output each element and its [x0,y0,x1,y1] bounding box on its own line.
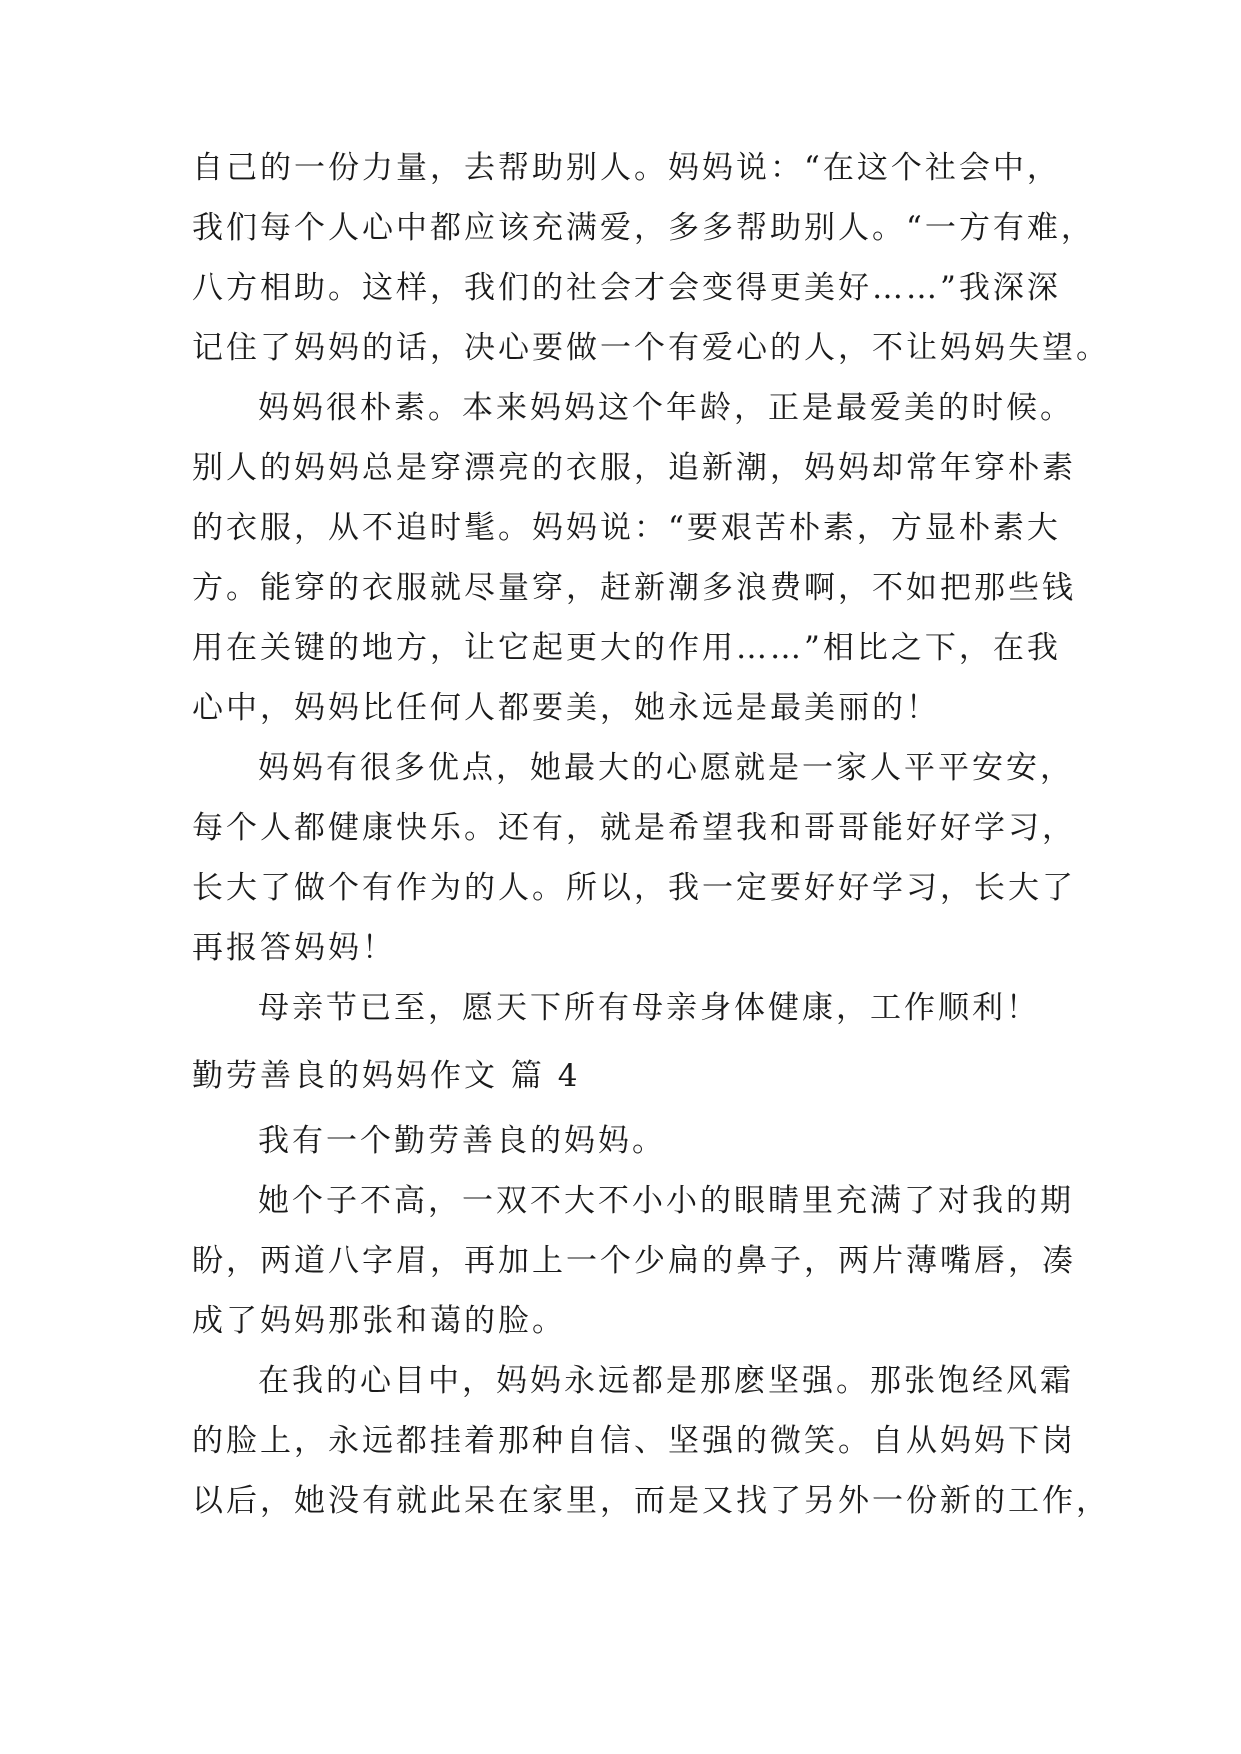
text-line: 再报答妈妈！ [192,930,396,966]
paragraph-start-line: 妈妈有很多优点，她最大的心愿就是一家人平平安安， [258,750,1074,786]
paragraph-start-line: 母亲节已至，愿天下所有母亲身体健康，工作顺利！ [258,990,1040,1026]
text-section-2 [192,1111,1110,1531]
text-line: 方。能穿的衣服就尽量穿，赶新潮多浪费啊，不如把那些钱 [192,570,1076,606]
text-line: 的脸上，永远都挂着那种自信、坚强的微笑。自从妈妈下岗 [192,1423,1076,1459]
text-line: 八方相助。这样，我们的社会才会变得更美好……”我深深 [192,270,1061,306]
text-line: 成了妈妈那张和蔼的脸。 [192,1303,566,1339]
text-line: 以后，她没有就此呆在家里，而是又找了另外一份新的工作， [192,1483,1110,1519]
text-line: 自己的一份力量，去帮助别人。妈妈说：“在这个社会中， [192,150,1061,186]
text-line: 别人的妈妈总是穿漂亮的衣服，追新潮，妈妈却常年穿朴素 [192,450,1076,486]
text-line: 长大了做个有作为的人。所以，我一定要好好学习，长大了 [192,870,1076,906]
text-line: 我们每个人心中都应该充满爱，多多帮助别人。“一方有难， [192,210,1095,246]
text-section-1 [192,138,1110,1038]
text-line: 每个人都健康快乐。还有，就是希望我和哥哥能好好学习， [192,810,1076,846]
paragraph-start-line: 在我的心目中，妈妈永远都是那麽坚强。那张饱经风霜 [258,1363,1074,1399]
section-heading: 勤劳善良的妈妈作文 篇 4 [192,1058,581,1094]
paragraph-start-line: 她个子不高，一双不大不小小的眼睛里充满了对我的期 [258,1183,1074,1219]
paragraph-start-line: 妈妈很朴素。本来妈妈这个年龄，正是最爱美的时候。 [258,390,1074,426]
text-line: 盼，两道八字眉，再加上一个少扁的鼻子，两片薄嘴唇，凑 [192,1243,1076,1279]
text-line: 用在关键的地方，让它起更大的作用……”相比之下，在我 [192,630,1061,666]
text-line: 的衣服，从不追时髦。妈妈说：“要艰苦朴素，方显朴素大 [192,510,1061,546]
paragraph-start-line: 我有一个勤劳善良的妈妈。 [258,1123,666,1159]
text-line: 心中，妈妈比任何人都要美，她永远是最美丽的！ [192,690,940,726]
text-line: 记住了妈妈的话，决心要做一个有爱心的人，不让妈妈失望。 [192,330,1110,366]
